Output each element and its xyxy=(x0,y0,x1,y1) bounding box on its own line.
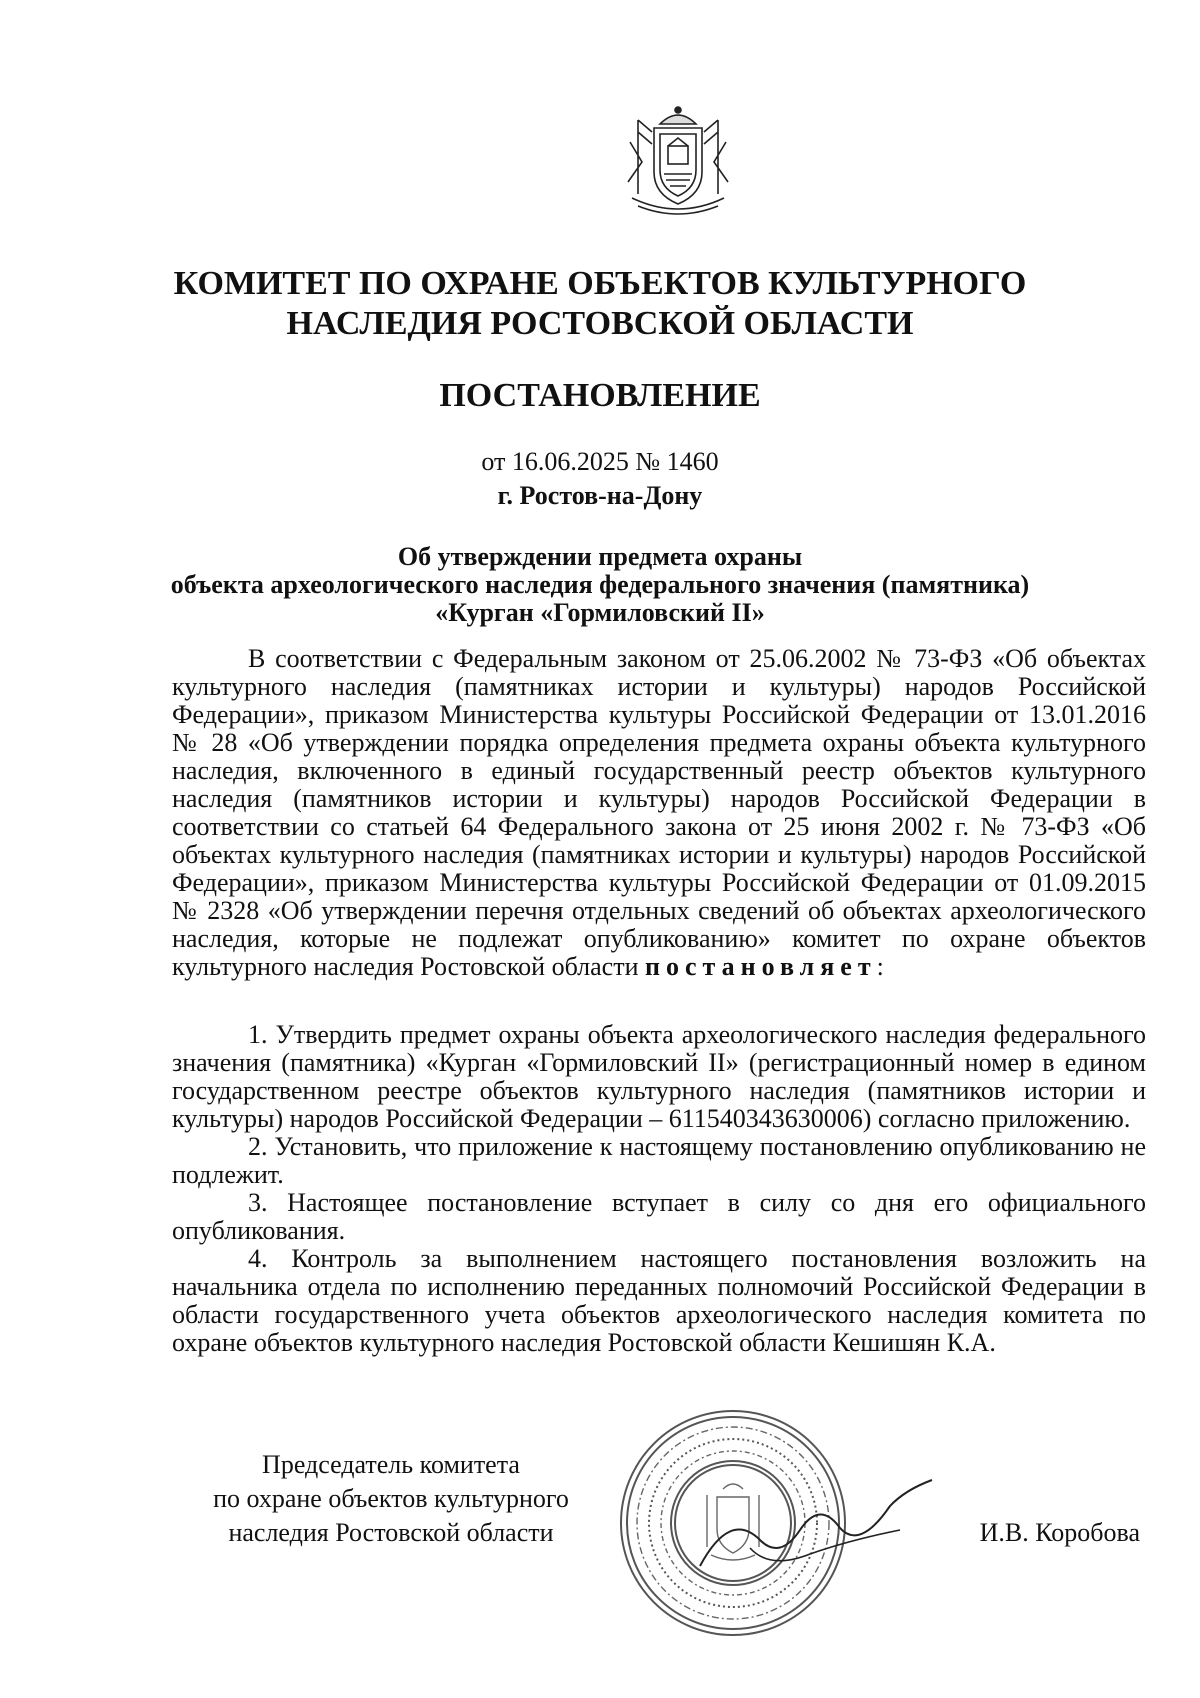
organization-title-line2: НАСЛЕДИЯ РОСТОВСКОЙ ОБЛАСТИ xyxy=(286,305,914,342)
decree-items xyxy=(172,1021,1146,1357)
decree-item-3: 3. Настоящее постановление вступает в силу со дня его официального опубликования. xyxy=(172,1188,1146,1245)
decree-item-4: 4. Контроль за выполнением настоящего постановления возложить на начальника отдела по исполнению переданных полномочий Российской Федерации в области государственного учета объектов археологического наследия комитета по охране объектов культурного наследия Ростовской области Кешишян К.А. xyxy=(172,1244,1146,1357)
decree-item-1: 1. Утвердить предмет охраны объекта археологического наследия федерального значения (памятника) «Курган «Гормиловский II» (регистрационный номер в едином государственном реестре объектов культурного наследия (памятников истории и культуры) народов Российской Федерации – 611540343630006) согласно приложению. xyxy=(172,1020,1146,1133)
document-subject xyxy=(150,543,1050,627)
signer-name: И.В. Коробова xyxy=(979,1518,1140,1547)
document-date-number: от 16.06.2025 № 1460 xyxy=(481,447,719,476)
organization-title xyxy=(150,264,1050,344)
organization-title-line1: КОМИТЕТ ПО ОХРАНЕ ОБЪЕКТОВ КУЛЬТУРНОГО xyxy=(173,265,1027,302)
preamble-text: В соответствии с Федеральным законом от 25.06.2002 № 73-ФЗ «Об объектах культурного наследия (памятниках истории и культуры) народов Российской Федерации», приказом Министерства культуры Российской Федерации от 13.01.2016 № 28 «Об утверждении порядка определения предмета охраны объекта культурного наследия, включенного в единый государственный реестр объектов культурного наследия (памятников истории и культуры) народов Российской Федерации в соответствии со статьей 64 Федерального закона от 25 июня 2002 г. № 73-ФЗ «Об объектах культурного наследия (памятниках истории и культуры) народов Российской Федерации», приказом Министерства культуры Российской Федерации от 01.09.2015 № 2328 «Об утверждении перечня отдельных сведений об объектах археологического наследия, которые не подлежат опубликованию» комитет по охране объектов культурного наследия Ростовской области xyxy=(172,644,1146,981)
subject-line2: объекта археологического наследия федерального значения (памятника) xyxy=(170,570,1030,599)
subject-line1: Об утверждении предмета охраны xyxy=(397,542,803,571)
decree-word: постановляет xyxy=(645,952,877,981)
preamble xyxy=(172,645,1146,981)
signer-position xyxy=(176,1448,606,1550)
coat-of-arms-icon xyxy=(608,102,748,220)
decree-item-2: 2. Установить, что приложение к настоящему постановлению опубликованию не подлежит. xyxy=(172,1132,1146,1189)
signer-position-line3: наследия Ростовской области xyxy=(228,1518,554,1547)
preamble-paragraph xyxy=(172,645,1146,981)
handwritten-signature-icon xyxy=(690,1470,940,1590)
signer-position-line1: Председатель комитета xyxy=(262,1450,520,1479)
preamble-end: : xyxy=(876,952,884,981)
document-type: ПОСТАНОВЛЕНИЕ xyxy=(439,377,761,414)
subject-line3: «Курган «Гормиловский II» xyxy=(435,598,765,627)
signer-position-line2: по охране объектов культурного xyxy=(213,1484,569,1513)
document-place: г. Ростов-на-Дону xyxy=(497,481,703,510)
